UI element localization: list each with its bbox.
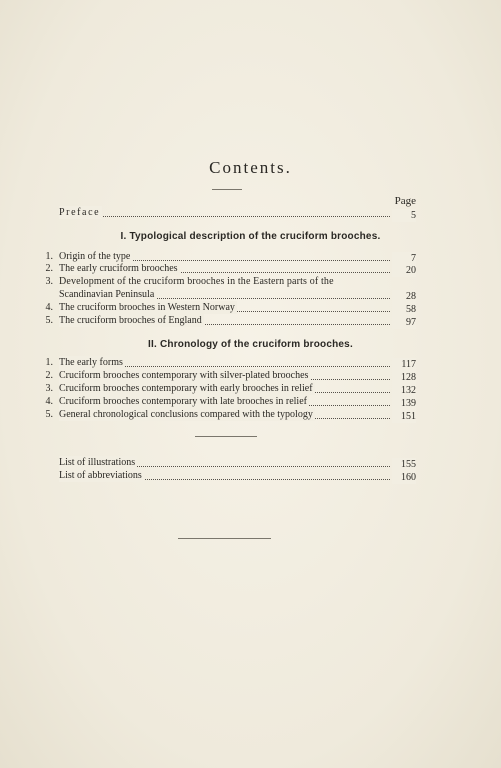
- toc-entry: [45, 369, 416, 383]
- toc-entry-page: 139: [392, 397, 416, 410]
- toc-entry-page: 132: [392, 384, 416, 397]
- toc-entry-number: 5.: [45, 315, 53, 326]
- toc-entry-page: 155: [392, 458, 416, 471]
- toc-entry-number: 4.: [45, 396, 53, 407]
- toc-entry-preface: [59, 206, 416, 219]
- toc-entry-label: Development of the cruciform brooches in the Eastern parts of the: [59, 276, 334, 287]
- toc-entry-page: 5: [392, 209, 416, 222]
- toc-entry-page: 58: [392, 303, 416, 316]
- toc-entry-page: 20: [392, 264, 416, 277]
- toc-entry-page: 7: [392, 252, 416, 265]
- toc-entry-continuation: [59, 288, 416, 301]
- toc-entry-label: Cruciform brooches contemporary with late brooches in relief: [59, 396, 307, 407]
- toc-entry-page: 117: [392, 358, 416, 371]
- section-heading-typology: I. Typological description of the cruciform brooches.: [120, 231, 381, 242]
- toc-entry: [45, 262, 416, 276]
- toc-entry-label: The cruciform brooches of England: [59, 315, 202, 326]
- toc-entry-label: Scandinavian Peninsula: [59, 289, 155, 300]
- toc-entry-number: 3.: [45, 276, 53, 287]
- toc-entry-number: 2.: [45, 263, 53, 274]
- toc-entry-page: 97: [392, 316, 416, 329]
- toc-entry-page: 28: [392, 290, 416, 303]
- toc-entry-label: General chronological conclusions compared with the typology: [59, 409, 313, 420]
- toc-entry-label: Preface: [59, 207, 101, 218]
- toc-entry-page: 160: [392, 471, 416, 484]
- leader-dots: [59, 216, 390, 217]
- toc-entry-label: The early cruciform brooches: [59, 263, 178, 274]
- section-heading-chronology: II. Chronology of the cruciform brooches.: [148, 339, 353, 350]
- toc-entry-number: 2.: [45, 370, 53, 381]
- toc-entry-number: 3.: [45, 383, 53, 394]
- toc-entry: [45, 395, 416, 409]
- toc-entry: [45, 314, 416, 328]
- toc-entry: [45, 275, 416, 288]
- toc-entry-label: Cruciform brooches contemporary with early brooches in relief: [59, 383, 313, 394]
- toc-entry-page: 128: [392, 371, 416, 384]
- toc-entry-number: 1.: [45, 357, 53, 368]
- page-title: Contents.: [209, 158, 292, 177]
- section-divider-rule: [195, 436, 257, 437]
- toc-entry-abbreviations: [59, 469, 416, 482]
- closing-rule: [178, 538, 271, 539]
- toc-entry-illustrations: [59, 456, 416, 469]
- toc-entry: [45, 382, 416, 396]
- toc-entry-label: The early forms: [59, 357, 123, 368]
- toc-entry-label: The cruciform brooches in Western Norway: [59, 302, 235, 313]
- toc-entry-label: Cruciform brooches contemporary with silver-plated brooches: [59, 370, 309, 381]
- toc-entry-label: List of abbreviations: [59, 470, 142, 481]
- toc-entry-page: 151: [392, 410, 416, 423]
- toc-entry-number: 4.: [45, 302, 53, 313]
- toc-entry: [45, 301, 416, 315]
- toc-entry-number: 5.: [45, 409, 53, 420]
- toc-entry-label: Origin of the type: [59, 251, 131, 262]
- toc-entry: [45, 356, 416, 370]
- toc-entry: [45, 408, 416, 422]
- toc-entry-label: List of illustrations: [59, 457, 136, 468]
- title-rule: [212, 189, 242, 190]
- toc-entry-number: 1.: [45, 251, 53, 262]
- page-column-label: Page: [394, 195, 416, 207]
